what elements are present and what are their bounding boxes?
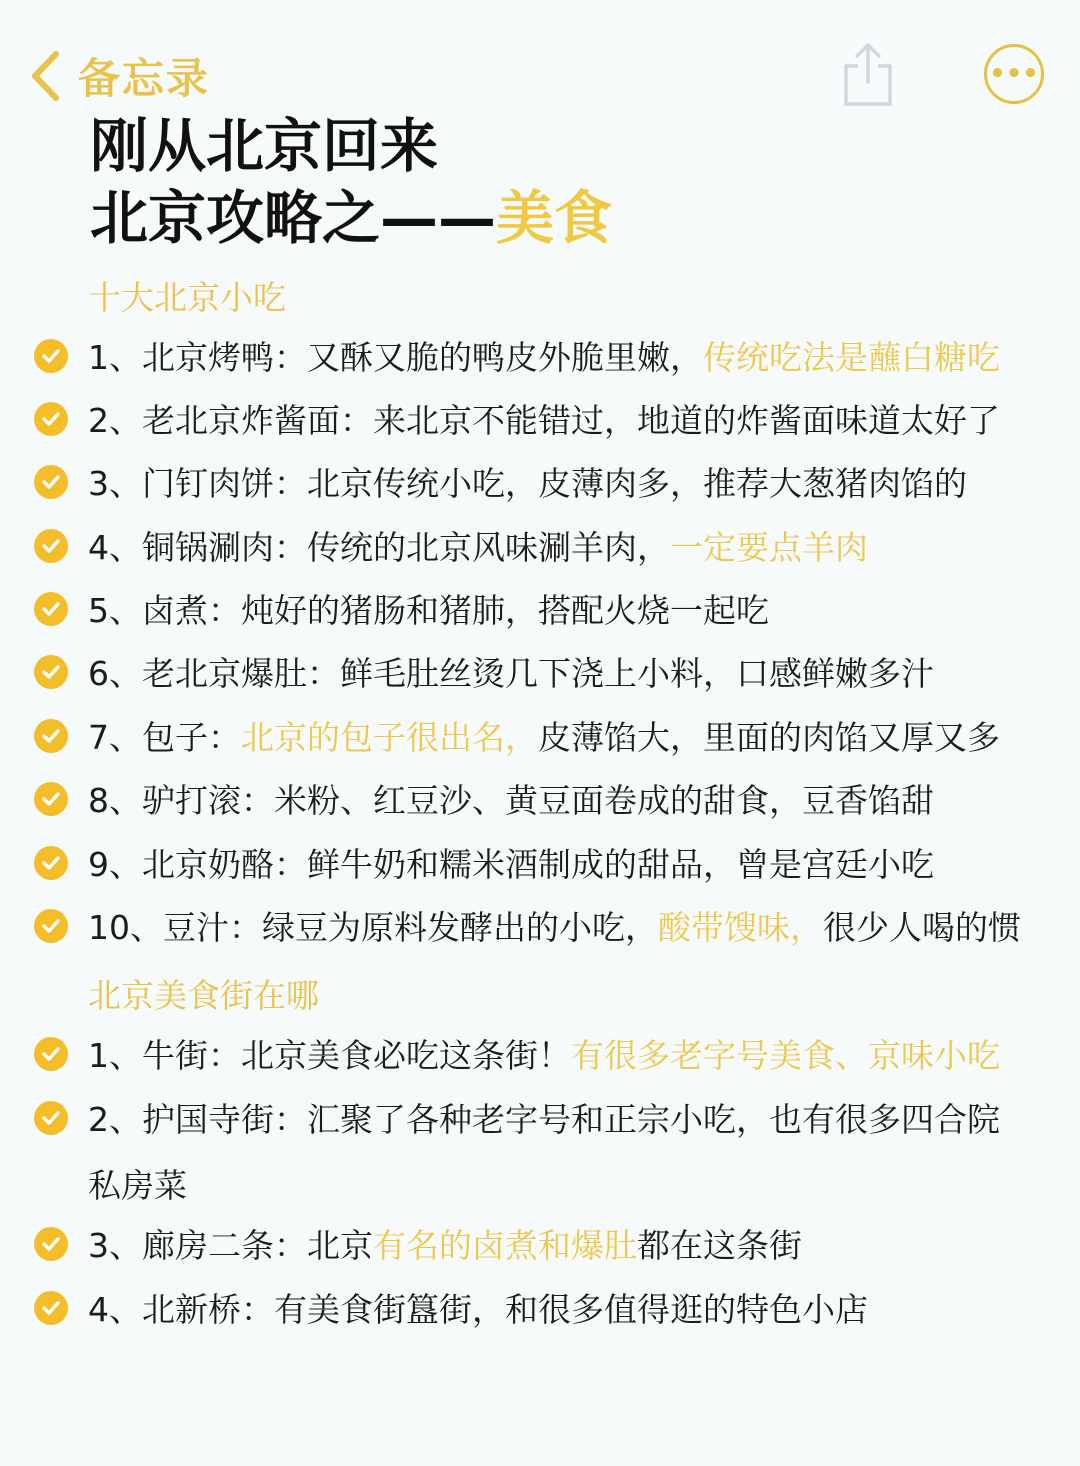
item-prefix: 2、老北京炸酱面：来北京不能错过，地道的炸酱面味道太好了 [88, 401, 1000, 440]
checkmark-icon[interactable] [34, 782, 68, 816]
item-text [88, 1094, 1000, 1141]
checkmark-icon[interactable] [34, 529, 68, 563]
checkmark-icon[interactable] [34, 592, 68, 626]
checklist-item [34, 767, 934, 830]
item-suffix: 都在这条街 [637, 1226, 802, 1265]
item-text [88, 458, 967, 505]
checklist-item [34, 704, 1000, 767]
title-line-2 [90, 182, 612, 254]
checklist-item [34, 387, 1000, 450]
title-line-2-main: 北京攻略之—— [90, 184, 497, 252]
section-heading: 十大北京小吃 [88, 278, 286, 317]
item-text [88, 839, 934, 886]
share-icon [838, 93, 898, 112]
item-text [88, 712, 1000, 759]
item-highlight: 有名的卤煮和爆肚 [373, 1226, 637, 1265]
checklist-item [34, 1276, 868, 1339]
item-text [88, 775, 934, 822]
note-title [90, 110, 612, 254]
checklist-item [34, 450, 967, 513]
title-line-1: 刚从北京回来 [90, 112, 439, 180]
checkmark-icon[interactable] [34, 1291, 68, 1325]
item-text [88, 522, 868, 569]
checkmark-icon[interactable] [34, 339, 68, 373]
checkmark-icon[interactable] [34, 909, 68, 943]
item-prefix: 9、北京奶酪：鲜牛奶和糯米酒制成的甜品，曾是宫廷小吃 [88, 845, 934, 884]
item-suffix: 很少人喝的惯 [823, 908, 1021, 947]
checklist-item [34, 577, 769, 640]
item-prefix: 1、北京烤鸭：又酥又脆的鸭皮外脆里嫩， [88, 338, 703, 377]
item-suffix: 皮薄馅大，里面的肉馅又厚又多 [538, 718, 1000, 757]
checklist-item [34, 640, 934, 703]
checklist-item [34, 831, 934, 894]
back-label: 备忘录 [78, 54, 211, 103]
checkmark-icon[interactable] [34, 402, 68, 436]
item-continuation: 私房菜 [88, 1166, 187, 1205]
item-text [88, 1284, 868, 1331]
checkmark-icon[interactable] [34, 1037, 68, 1071]
checklist-item [34, 894, 1021, 957]
item-text [88, 1220, 802, 1267]
checkmark-icon[interactable] [34, 655, 68, 689]
chevron-left-icon [30, 50, 60, 102]
item-prefix: 2、护国寺街：汇聚了各种老字号和正宗小吃，也有很多四合院 [88, 1100, 1000, 1139]
checklist-item [34, 1022, 1000, 1085]
item-prefix: 4、铜锅涮肉：传统的北京风味涮羊肉， [88, 528, 670, 567]
checkmark-icon[interactable] [34, 465, 68, 499]
item-highlight: 酸带馊味， [658, 908, 823, 947]
item-prefix: 1、牛街：北京美食必吃这条街！ [88, 1036, 571, 1075]
item-prefix: 3、门钉肉饼：北京传统小吃，皮薄肉多，推荐大葱猪肉馅的 [88, 464, 967, 503]
checklist-item [34, 1212, 802, 1275]
item-prefix: 6、老北京爆肚：鲜毛肚丝烫几下浇上小料，口感鲜嫩多汁 [88, 654, 934, 693]
checkmark-icon[interactable] [34, 1227, 68, 1261]
item-prefix: 5、卤煮：炖好的猪肠和猪肺，搭配火烧一起吃 [88, 591, 769, 630]
item-text [88, 902, 1021, 949]
item-highlight: 有很多老字号美食、京味小吃 [571, 1036, 1000, 1075]
item-prefix: 7、包子： [88, 718, 241, 757]
more-icon: ••• [989, 59, 1039, 89]
more-options-button[interactable] [984, 44, 1044, 104]
section-heading: 北京美食街在哪 [88, 976, 319, 1015]
item-text [88, 395, 1000, 442]
item-prefix: 10、豆汁：绿豆为原料发酵出的小吃， [88, 908, 658, 947]
checklist-item [34, 514, 868, 577]
item-text [88, 585, 769, 632]
back-button[interactable] [30, 44, 210, 108]
item-highlight: 一定要点羊肉 [670, 528, 868, 567]
item-highlight: 传统吃法是蘸白糖吃 [703, 338, 1000, 377]
item-prefix: 3、廊房二条：北京 [88, 1226, 373, 1265]
checklist-item [34, 1086, 1000, 1149]
item-text [88, 1030, 1000, 1077]
item-highlight: 北京的包子很出名， [241, 718, 538, 757]
checkmark-icon[interactable] [34, 846, 68, 880]
item-prefix: 4、北新桥：有美食街簋街，和很多值得逛的特色小店 [88, 1290, 868, 1329]
checklist-item [34, 324, 1000, 387]
title-line-2-accent: 美食 [496, 184, 613, 252]
item-prefix: 8、驴打滚：米粉、红豆沙、黄豆面卷成的甜食，豆香馅甜 [88, 781, 934, 820]
checkmark-icon[interactable] [34, 719, 68, 753]
item-text [88, 648, 934, 695]
share-button[interactable] [838, 40, 898, 108]
checkmark-icon[interactable] [34, 1101, 68, 1135]
item-text [88, 332, 1000, 379]
